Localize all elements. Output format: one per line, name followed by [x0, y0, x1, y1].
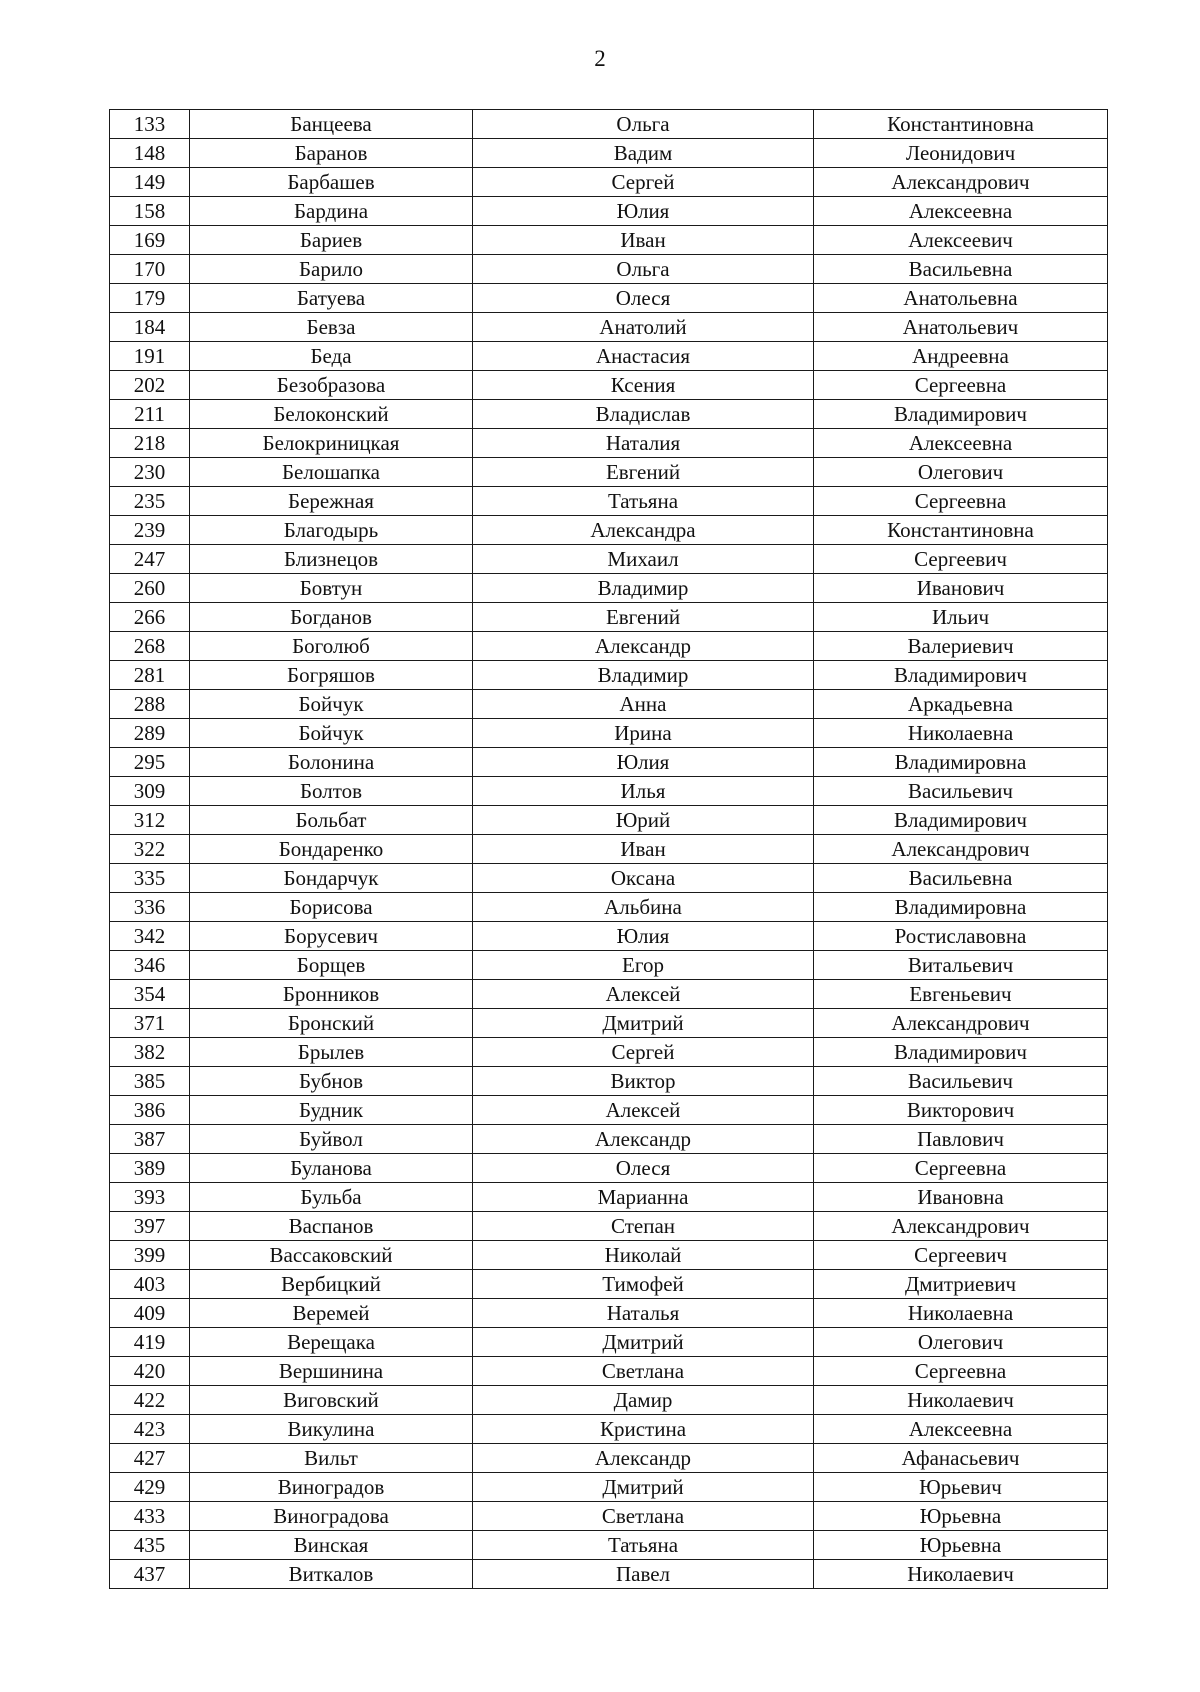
patronymic-cell: Викторович	[814, 1096, 1108, 1125]
surname-cell: Богданов	[190, 603, 473, 632]
surname-cell: Вербицкий	[190, 1270, 473, 1299]
table-row	[110, 806, 1108, 835]
row-number-cell: 354	[110, 980, 190, 1009]
row-number-cell: 385	[110, 1067, 190, 1096]
row-number-cell: 179	[110, 284, 190, 313]
patronymic-cell: Сергеевич	[814, 545, 1108, 574]
first-name-cell: Светлана	[473, 1502, 814, 1531]
surname-cell: Бевза	[190, 313, 473, 342]
roster-table	[109, 109, 1108, 1589]
table-row	[110, 1473, 1108, 1502]
row-number-cell: 239	[110, 516, 190, 545]
page-number: 2	[594, 46, 606, 71]
table-row	[110, 632, 1108, 661]
row-number-cell: 295	[110, 748, 190, 777]
patronymic-cell: Иванович	[814, 574, 1108, 603]
patronymic-cell: Юрьевна	[814, 1531, 1108, 1560]
row-number-cell: 309	[110, 777, 190, 806]
first-name-cell: Егор	[473, 951, 814, 980]
patronymic-cell: Юрьевна	[814, 1502, 1108, 1531]
patronymic-cell: Ростиславовна	[814, 922, 1108, 951]
surname-cell: Болтов	[190, 777, 473, 806]
patronymic-cell: Валериевич	[814, 632, 1108, 661]
table-row	[110, 1531, 1108, 1560]
patronymic-cell: Аркадьевна	[814, 690, 1108, 719]
table-row	[110, 1299, 1108, 1328]
first-name-cell: Иван	[473, 226, 814, 255]
patronymic-cell: Анатольевич	[814, 313, 1108, 342]
table-row	[110, 1502, 1108, 1531]
patronymic-cell: Витальевич	[814, 951, 1108, 980]
row-number-cell: 202	[110, 371, 190, 400]
surname-cell: Винская	[190, 1531, 473, 1560]
table-row	[110, 429, 1108, 458]
first-name-cell: Марианна	[473, 1183, 814, 1212]
table-row	[110, 110, 1108, 139]
table-row	[110, 1328, 1108, 1357]
first-name-cell: Илья	[473, 777, 814, 806]
table-row	[110, 748, 1108, 777]
row-number-cell: 170	[110, 255, 190, 284]
first-name-cell: Степан	[473, 1212, 814, 1241]
first-name-cell: Юлия	[473, 748, 814, 777]
first-name-cell: Наталия	[473, 429, 814, 458]
first-name-cell: Александра	[473, 516, 814, 545]
first-name-cell: Ирина	[473, 719, 814, 748]
row-number-cell: 335	[110, 864, 190, 893]
first-name-cell: Ольга	[473, 110, 814, 139]
first-name-cell: Светлана	[473, 1357, 814, 1386]
first-name-cell: Дмитрий	[473, 1328, 814, 1357]
surname-cell: Вассаковский	[190, 1241, 473, 1270]
first-name-cell: Татьяна	[473, 487, 814, 516]
patronymic-cell: Николаевна	[814, 1299, 1108, 1328]
surname-cell: Борусевич	[190, 922, 473, 951]
surname-cell: Борщев	[190, 951, 473, 980]
table-row	[110, 1096, 1108, 1125]
surname-cell: Викулина	[190, 1415, 473, 1444]
first-name-cell: Евгений	[473, 458, 814, 487]
row-number-cell: 288	[110, 690, 190, 719]
row-number-cell: 342	[110, 922, 190, 951]
table-row	[110, 371, 1108, 400]
first-name-cell: Александр	[473, 1125, 814, 1154]
table-row	[110, 545, 1108, 574]
table-row	[110, 1067, 1108, 1096]
table-row	[110, 690, 1108, 719]
table-row	[110, 1009, 1108, 1038]
surname-cell: Богряшов	[190, 661, 473, 690]
row-number-cell: 230	[110, 458, 190, 487]
patronymic-cell: Леонидович	[814, 139, 1108, 168]
table-row	[110, 951, 1108, 980]
surname-cell: Больбат	[190, 806, 473, 835]
patronymic-cell: Владимирович	[814, 1038, 1108, 1067]
surname-cell: Буйвол	[190, 1125, 473, 1154]
table-row	[110, 661, 1108, 690]
row-number-cell: 389	[110, 1154, 190, 1183]
surname-cell: Банцеева	[190, 110, 473, 139]
first-name-cell: Александр	[473, 1444, 814, 1473]
patronymic-cell: Владимировна	[814, 748, 1108, 777]
table-row	[110, 574, 1108, 603]
table-row	[110, 980, 1108, 1009]
first-name-cell: Владимир	[473, 661, 814, 690]
first-name-cell: Альбина	[473, 893, 814, 922]
row-number-cell: 289	[110, 719, 190, 748]
surname-cell: Вершинина	[190, 1357, 473, 1386]
row-number-cell: 387	[110, 1125, 190, 1154]
patronymic-cell: Евгеньевич	[814, 980, 1108, 1009]
first-name-cell: Анна	[473, 690, 814, 719]
first-name-cell: Александр	[473, 632, 814, 661]
table-row	[110, 487, 1108, 516]
patronymic-cell: Алексеевич	[814, 226, 1108, 255]
surname-cell: Болонина	[190, 748, 473, 777]
row-number-cell: 281	[110, 661, 190, 690]
patronymic-cell: Владимирович	[814, 806, 1108, 835]
patronymic-cell: Васильевна	[814, 255, 1108, 284]
patronymic-cell: Олегович	[814, 458, 1108, 487]
row-number-cell: 268	[110, 632, 190, 661]
first-name-cell: Иван	[473, 835, 814, 864]
patronymic-cell: Владимирович	[814, 400, 1108, 429]
table-row	[110, 1038, 1108, 1067]
row-number-cell: 409	[110, 1299, 190, 1328]
first-name-cell: Дмитрий	[473, 1473, 814, 1502]
patronymic-cell: Сергеевич	[814, 1241, 1108, 1270]
table-row	[110, 516, 1108, 545]
surname-cell: Баранов	[190, 139, 473, 168]
patronymic-cell: Владимирович	[814, 661, 1108, 690]
patronymic-cell: Юрьевич	[814, 1473, 1108, 1502]
patronymic-cell: Васильевна	[814, 864, 1108, 893]
table-row	[110, 168, 1108, 197]
table-row	[110, 284, 1108, 313]
surname-cell: Буланова	[190, 1154, 473, 1183]
row-number-cell: 312	[110, 806, 190, 835]
first-name-cell: Сергей	[473, 1038, 814, 1067]
patronymic-cell: Сергеевна	[814, 1357, 1108, 1386]
table-row	[110, 400, 1108, 429]
table-row	[110, 255, 1108, 284]
patronymic-cell: Васильевич	[814, 1067, 1108, 1096]
row-number-cell: 133	[110, 110, 190, 139]
surname-cell: Бронский	[190, 1009, 473, 1038]
surname-cell: Виноградов	[190, 1473, 473, 1502]
table-row	[110, 1444, 1108, 1473]
table-row	[110, 139, 1108, 168]
patronymic-cell: Андреевна	[814, 342, 1108, 371]
patronymic-cell: Сергеевна	[814, 1154, 1108, 1183]
first-name-cell: Владимир	[473, 574, 814, 603]
surname-cell: Белоконский	[190, 400, 473, 429]
row-number-cell: 437	[110, 1560, 190, 1589]
table-row	[110, 835, 1108, 864]
first-name-cell: Юрий	[473, 806, 814, 835]
surname-cell: Бондаренко	[190, 835, 473, 864]
patronymic-cell: Николаевич	[814, 1386, 1108, 1415]
row-number-cell: 169	[110, 226, 190, 255]
surname-cell: Бережная	[190, 487, 473, 516]
surname-cell: Вильт	[190, 1444, 473, 1473]
first-name-cell: Кристина	[473, 1415, 814, 1444]
row-number-cell: 422	[110, 1386, 190, 1415]
row-number-cell: 371	[110, 1009, 190, 1038]
patronymic-cell: Александрович	[814, 835, 1108, 864]
surname-cell: Благодырь	[190, 516, 473, 545]
table-row	[110, 603, 1108, 632]
row-number-cell: 386	[110, 1096, 190, 1125]
first-name-cell: Дмитрий	[473, 1009, 814, 1038]
surname-cell: Барило	[190, 255, 473, 284]
surname-cell: Бондарчук	[190, 864, 473, 893]
surname-cell: Бойчук	[190, 690, 473, 719]
row-number-cell: 420	[110, 1357, 190, 1386]
surname-cell: Беда	[190, 342, 473, 371]
row-number-cell: 433	[110, 1502, 190, 1531]
row-number-cell: 435	[110, 1531, 190, 1560]
first-name-cell: Анатолий	[473, 313, 814, 342]
surname-cell: Васпанов	[190, 1212, 473, 1241]
surname-cell: Веремей	[190, 1299, 473, 1328]
surname-cell: Виноградова	[190, 1502, 473, 1531]
patronymic-cell: Николаевна	[814, 719, 1108, 748]
first-name-cell: Сергей	[473, 168, 814, 197]
row-number-cell: 247	[110, 545, 190, 574]
surname-cell: Батуева	[190, 284, 473, 313]
row-number-cell: 218	[110, 429, 190, 458]
surname-cell: Белошапка	[190, 458, 473, 487]
table-row	[110, 1560, 1108, 1589]
surname-cell: Бариев	[190, 226, 473, 255]
row-number-cell: 423	[110, 1415, 190, 1444]
table-row	[110, 777, 1108, 806]
patronymic-cell: Константиновна	[814, 516, 1108, 545]
first-name-cell: Анастасия	[473, 342, 814, 371]
table-row	[110, 1183, 1108, 1212]
surname-cell: Барбашев	[190, 168, 473, 197]
surname-cell: Виговский	[190, 1386, 473, 1415]
roster-body	[110, 110, 1108, 1589]
first-name-cell: Николай	[473, 1241, 814, 1270]
surname-cell: Бронников	[190, 980, 473, 1009]
row-number-cell: 184	[110, 313, 190, 342]
table-row	[110, 893, 1108, 922]
first-name-cell: Вадим	[473, 139, 814, 168]
first-name-cell: Михаил	[473, 545, 814, 574]
table-row	[110, 864, 1108, 893]
patronymic-cell: Васильевич	[814, 777, 1108, 806]
table-row	[110, 1125, 1108, 1154]
patronymic-cell: Ильич	[814, 603, 1108, 632]
patronymic-cell: Павлович	[814, 1125, 1108, 1154]
patronymic-cell: Владимировна	[814, 893, 1108, 922]
row-number-cell: 393	[110, 1183, 190, 1212]
patronymic-cell: Алексеевна	[814, 429, 1108, 458]
patronymic-cell: Николаевич	[814, 1560, 1108, 1589]
row-number-cell: 419	[110, 1328, 190, 1357]
table-row	[110, 1357, 1108, 1386]
row-number-cell: 211	[110, 400, 190, 429]
table-row	[110, 1270, 1108, 1299]
patronymic-cell: Анатольевна	[814, 284, 1108, 313]
first-name-cell: Дамир	[473, 1386, 814, 1415]
first-name-cell: Олеся	[473, 284, 814, 313]
surname-cell: Бойчук	[190, 719, 473, 748]
surname-cell: Брылев	[190, 1038, 473, 1067]
table-row	[110, 226, 1108, 255]
first-name-cell: Виктор	[473, 1067, 814, 1096]
row-number-cell: 260	[110, 574, 190, 603]
first-name-cell: Павел	[473, 1560, 814, 1589]
patronymic-cell: Александрович	[814, 168, 1108, 197]
patronymic-cell: Александрович	[814, 1212, 1108, 1241]
table-row	[110, 197, 1108, 226]
first-name-cell: Татьяна	[473, 1531, 814, 1560]
first-name-cell: Наталья	[473, 1299, 814, 1328]
table-row	[110, 922, 1108, 951]
first-name-cell: Алексей	[473, 1096, 814, 1125]
patronymic-cell: Ивановна	[814, 1183, 1108, 1212]
row-number-cell: 158	[110, 197, 190, 226]
table-row	[110, 1212, 1108, 1241]
surname-cell: Борисова	[190, 893, 473, 922]
table-row	[110, 1154, 1108, 1183]
first-name-cell: Юлия	[473, 197, 814, 226]
row-number-cell: 322	[110, 835, 190, 864]
patronymic-cell: Алексеевна	[814, 1415, 1108, 1444]
surname-cell: Белокриницкая	[190, 429, 473, 458]
row-number-cell: 266	[110, 603, 190, 632]
surname-cell: Бубнов	[190, 1067, 473, 1096]
surname-cell: Близнецов	[190, 545, 473, 574]
first-name-cell: Оксана	[473, 864, 814, 893]
table-row	[110, 458, 1108, 487]
row-number-cell: 399	[110, 1241, 190, 1270]
patronymic-cell: Сергеевна	[814, 371, 1108, 400]
surname-cell: Боголюб	[190, 632, 473, 661]
row-number-cell: 382	[110, 1038, 190, 1067]
surname-cell: Бульба	[190, 1183, 473, 1212]
row-number-cell: 346	[110, 951, 190, 980]
row-number-cell: 403	[110, 1270, 190, 1299]
row-number-cell: 191	[110, 342, 190, 371]
table-row	[110, 313, 1108, 342]
first-name-cell: Евгений	[473, 603, 814, 632]
table-row	[110, 1241, 1108, 1270]
patronymic-cell: Константиновна	[814, 110, 1108, 139]
table-row	[110, 1386, 1108, 1415]
patronymic-cell: Дмитриевич	[814, 1270, 1108, 1299]
patronymic-cell: Александрович	[814, 1009, 1108, 1038]
surname-cell: Верещака	[190, 1328, 473, 1357]
patronymic-cell: Сергеевна	[814, 487, 1108, 516]
row-number-cell: 427	[110, 1444, 190, 1473]
first-name-cell: Тимофей	[473, 1270, 814, 1299]
row-number-cell: 429	[110, 1473, 190, 1502]
row-number-cell: 397	[110, 1212, 190, 1241]
first-name-cell: Олеся	[473, 1154, 814, 1183]
table-row	[110, 719, 1108, 748]
first-name-cell: Алексей	[473, 980, 814, 1009]
row-number-cell: 149	[110, 168, 190, 197]
first-name-cell: Ксения	[473, 371, 814, 400]
surname-cell: Виткалов	[190, 1560, 473, 1589]
row-number-cell: 148	[110, 139, 190, 168]
first-name-cell: Ольга	[473, 255, 814, 284]
surname-cell: Безобразова	[190, 371, 473, 400]
patronymic-cell: Алексеевна	[814, 197, 1108, 226]
row-number-cell: 235	[110, 487, 190, 516]
table-row	[110, 1415, 1108, 1444]
patronymic-cell: Олегович	[814, 1328, 1108, 1357]
patronymic-cell: Афанасьевич	[814, 1444, 1108, 1473]
surname-cell: Бардина	[190, 197, 473, 226]
first-name-cell: Юлия	[473, 922, 814, 951]
row-number-cell: 336	[110, 893, 190, 922]
surname-cell: Бовтун	[190, 574, 473, 603]
table-row	[110, 342, 1108, 371]
first-name-cell: Владислав	[473, 400, 814, 429]
surname-cell: Будник	[190, 1096, 473, 1125]
